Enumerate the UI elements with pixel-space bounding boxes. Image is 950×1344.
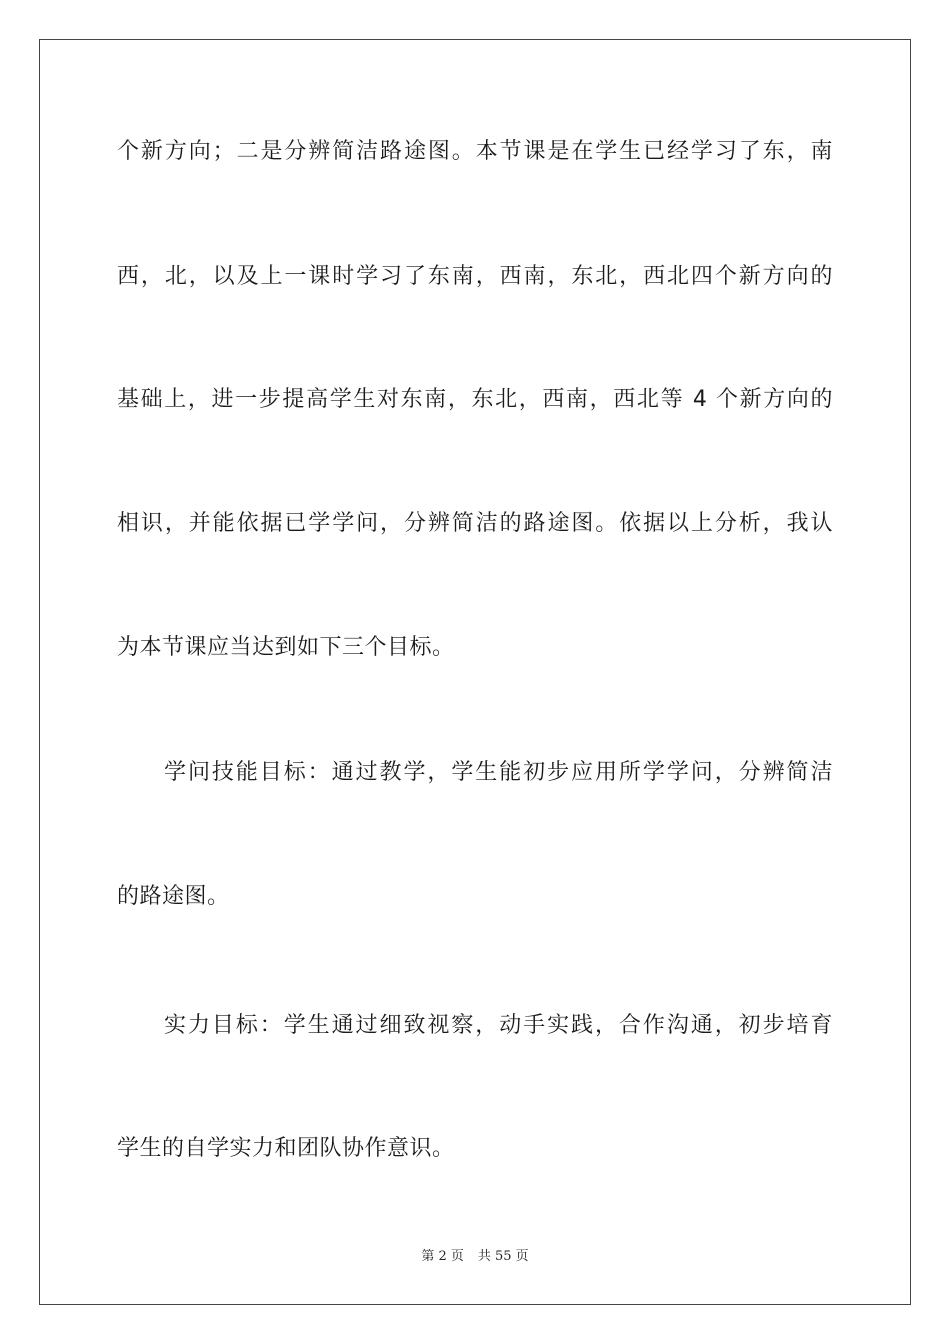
paragraph-knowledge-goal-line-1: 学问技能目标：通过教学，学生能初步应用所学学问，分辨简洁 (164, 760, 833, 785)
body-line-1: 个新方向；二是分辨简洁路途图。本节课是在学生已经学习了东，南 (117, 139, 833, 164)
paragraph-ability-goal-line-2: 学生的自学实力和团队协作意识。 (117, 1136, 455, 1161)
body-line-2: 西，北，以及上一课时学习了东南，西南，东北，西北四个新方向的 (117, 264, 833, 289)
body-line-4: 相识，并能依据已学学问，分辨简洁的路途图。依据以上分析，我认 (117, 511, 833, 536)
paragraph-knowledge-goal-line-2: 的路途图。 (117, 884, 230, 909)
page-total: 共 55 页 (477, 1249, 529, 1264)
page-footer (0, 1248, 950, 1266)
body-line-5: 为本节课应当达到如下三个目标。 (117, 635, 455, 660)
body-line-3: 基础上，进一步提高学生对东南，东北，西南，西北等 4 个新方向的 (117, 387, 833, 412)
page-number: 第 2 页 (421, 1249, 464, 1264)
paragraph-ability-goal-line-1: 实力目标：学生通过细致视察，动手实践，合作沟通，初步培育 (164, 1013, 833, 1038)
page-border (39, 39, 911, 1305)
